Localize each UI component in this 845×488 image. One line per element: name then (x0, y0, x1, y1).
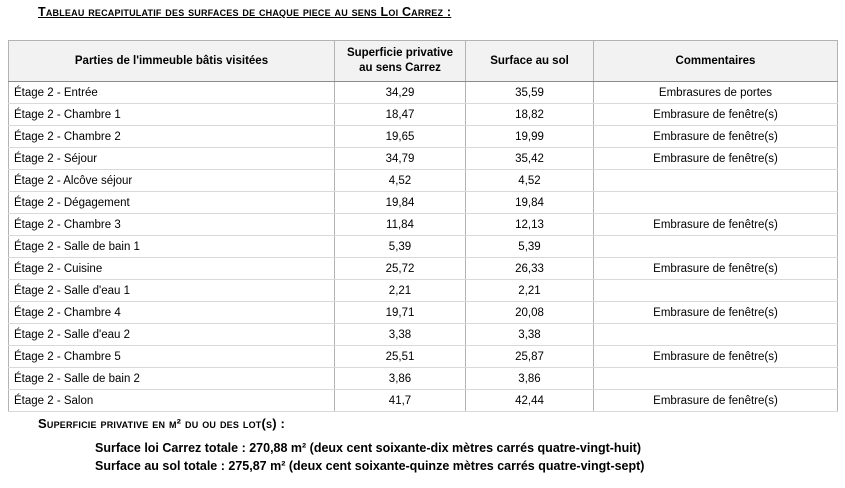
cell-superficie-carrez: 19,84 (335, 192, 466, 214)
cell-surface-sol: 19,84 (466, 192, 594, 214)
cell-surface-sol: 4,52 (466, 170, 594, 192)
table-row (9, 236, 838, 258)
cell-superficie-carrez: 25,51 (335, 346, 466, 368)
cell-superficie-carrez: 2,21 (335, 280, 466, 302)
cell-surface-sol: 26,33 (466, 258, 594, 280)
cell-piece: Étage 2 - Entrée (9, 82, 335, 104)
cell-superficie-carrez: 11,84 (335, 214, 466, 236)
table-header-row (9, 41, 838, 82)
cell-commentaire: Embrasure de fenêtre(s) (594, 390, 838, 412)
cell-surface-sol: 35,42 (466, 148, 594, 170)
cell-piece: Étage 2 - Chambre 5 (9, 346, 335, 368)
cell-piece: Étage 2 - Dégagement (9, 192, 335, 214)
cell-piece: Étage 2 - Salle d'eau 1 (9, 280, 335, 302)
table-row (9, 346, 838, 368)
cell-superficie-carrez: 3,86 (335, 368, 466, 390)
cell-piece: Étage 2 - Salle de bain 1 (9, 236, 335, 258)
table-row (9, 390, 838, 412)
cell-surface-sol: 12,13 (466, 214, 594, 236)
table-row (9, 148, 838, 170)
cell-superficie-carrez: 3,38 (335, 324, 466, 346)
totals-block (95, 440, 644, 475)
surfaces-table (8, 40, 838, 412)
cell-piece: Étage 2 - Chambre 2 (9, 126, 335, 148)
cell-piece: Étage 2 - Chambre 1 (9, 104, 335, 126)
table-row (9, 126, 838, 148)
cell-commentaire: Embrasure de fenêtre(s) (594, 148, 838, 170)
cell-superficie-carrez: 5,39 (335, 236, 466, 258)
header-superficie-carrez: Superficie privative au sens Carrez (335, 41, 466, 82)
table-row (9, 302, 838, 324)
header-parties: Parties de l'immeuble bâtis visitées (9, 41, 335, 82)
cell-commentaire: Embrasure de fenêtre(s) (594, 302, 838, 324)
table-row (9, 82, 838, 104)
cell-piece: Étage 2 - Alcôve séjour (9, 170, 335, 192)
cell-surface-sol: 20,08 (466, 302, 594, 324)
cell-piece: Étage 2 - Cuisine (9, 258, 335, 280)
cell-superficie-carrez: 18,47 (335, 104, 466, 126)
page-title: Tableau recapitulatif des surfaces de chaque piece au sens Loi Carrez : (38, 5, 452, 19)
header-commentaires: Commentaires (594, 41, 838, 82)
total-loi-carrez: Surface loi Carrez totale : 270,88 m² (deux cent soixante-dix mètres carrés quatre-vingt-huit) (95, 441, 641, 455)
header-surface-sol: Surface au sol (466, 41, 594, 82)
cell-superficie-carrez: 19,65 (335, 126, 466, 148)
cell-commentaire (594, 236, 838, 258)
cell-surface-sol: 42,44 (466, 390, 594, 412)
cell-piece: Étage 2 - Séjour (9, 148, 335, 170)
table-header (9, 41, 838, 82)
totals-heading: Superficie privative en m² du ou des lot(s) : (38, 416, 286, 431)
cell-surface-sol: 18,82 (466, 104, 594, 126)
cell-surface-sol: 5,39 (466, 236, 594, 258)
cell-surface-sol: 19,99 (466, 126, 594, 148)
total-surface-sol: Surface au sol totale : 275,87 m² (deux cent soixante-quinze mètres carrés quatre-vingt-sept) (95, 458, 645, 473)
cell-superficie-carrez: 34,79 (335, 148, 466, 170)
cell-piece: Étage 2 - Salle de bain 2 (9, 368, 335, 390)
table-row (9, 192, 838, 214)
cell-commentaire: Embrasure de fenêtre(s) (594, 346, 838, 368)
cell-surface-sol: 35,59 (466, 82, 594, 104)
cell-commentaire: Embrasure de fenêtre(s) (594, 214, 838, 236)
table-row (9, 104, 838, 126)
cell-commentaire (594, 280, 838, 302)
table-row (9, 324, 838, 346)
cell-commentaire (594, 368, 838, 390)
table-row (9, 280, 838, 302)
cell-superficie-carrez: 19,71 (335, 302, 466, 324)
table-body (9, 82, 838, 412)
table-row (9, 368, 838, 390)
cell-superficie-carrez: 34,29 (335, 82, 466, 104)
cell-surface-sol: 3,38 (466, 324, 594, 346)
cell-piece: Étage 2 - Salle d'eau 2 (9, 324, 335, 346)
table-row (9, 170, 838, 192)
cell-piece: Étage 2 - Salon (9, 390, 335, 412)
cell-surface-sol: 2,21 (466, 280, 594, 302)
cell-commentaire: Embrasure de fenêtre(s) (594, 104, 838, 126)
cell-commentaire (594, 324, 838, 346)
cell-commentaire (594, 170, 838, 192)
cell-commentaire (594, 192, 838, 214)
cell-commentaire: Embrasures de portes (594, 82, 838, 104)
table-row (9, 258, 838, 280)
table-row (9, 214, 838, 236)
cell-commentaire: Embrasure de fenêtre(s) (594, 258, 838, 280)
cell-piece: Étage 2 - Chambre 3 (9, 214, 335, 236)
cell-superficie-carrez: 25,72 (335, 258, 466, 280)
cell-surface-sol: 3,86 (466, 368, 594, 390)
cell-commentaire: Embrasure de fenêtre(s) (594, 126, 838, 148)
cell-piece: Étage 2 - Chambre 4 (9, 302, 335, 324)
cell-superficie-carrez: 4,52 (335, 170, 466, 192)
cell-surface-sol: 25,87 (466, 346, 594, 368)
cell-superficie-carrez: 41,7 (335, 390, 466, 412)
